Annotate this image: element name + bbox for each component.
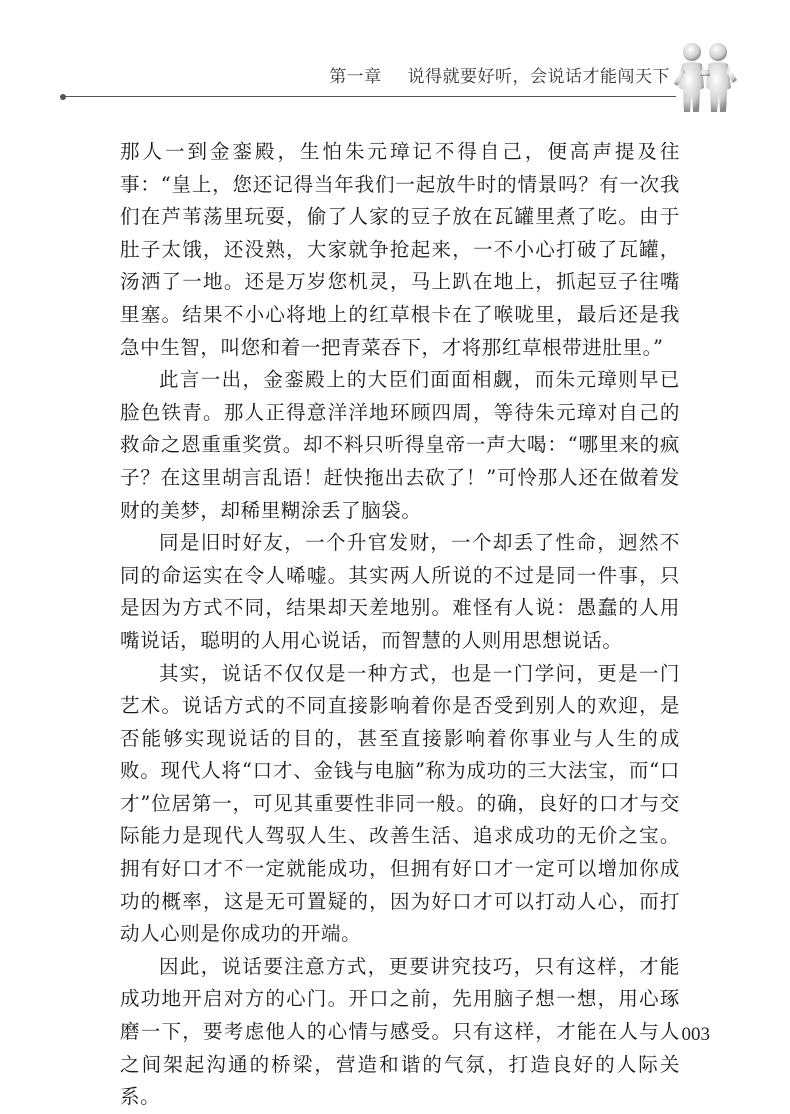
chapter-title: 说得就要好听，会说话才能闯天下	[407, 67, 670, 87]
paragraph-2: 此言一出，金銮殿上的大臣们面面相觑，而朱元璋则早已脸色铁青。那人正得意洋洋地环顾四周，等待朱元璋对自己的救命之恩重重奖赏。却不料只听得皇帝一声大喝：“哪里来的疯子？在这里胡言乱语！赶快拖出去砍了！”可怜那人还在做着发财的美梦，却稀里糊涂丢了脑袋。	[120, 368, 680, 522]
paragraph-5: 因此，说话要注意方式，更要讲究技巧，只有这样，才能成功地开启对方的心门。开口之前，先用脑子想一想，用心琢磨一下，要考虑他人的心情与感受。只有这样，才能在人与人之间架起沟通的桥梁，营造和谐的气氛，打造良好的人际关系。	[120, 954, 680, 1109]
paragraph-3: 同是旧时好友，一个升官发财，一个却丢了性命，迥然不同的命运实在令人唏嘘。其实两人所说的不过是同一件事，只是因为方式不同，结果却天差地别。难怪有人说：愚蠢的人用嘴说话，聪明的人用心说话，而智慧的人则用思想说话。	[120, 531, 680, 652]
chapter-label: 第一章	[329, 67, 382, 87]
page-number: 003	[681, 1024, 710, 1045]
header-rule	[60, 96, 676, 97]
running-header	[60, 62, 670, 87]
two-figures-shaking-hands-icon	[670, 40, 740, 114]
paragraph-4: 其实，说话不仅仅是一种方式，也是一门学问，更是一门艺术。说话方式的不同直接影响着你是否受到别人的欢迎，是否能够实现说话的目的，甚至直接影响着你事业与人生的成败。现代人将“口才、金钱与电脑”称为成功的三大法宝，而“口才”位居第一，可见其重要性非同一般。的确，良好的口才与交际能力是现代人驾驭人生、改善生活、追求成功的无价之宝。拥有好口才不一定就能成功，但拥有好口才一定可以增加你成功的概率，这是无可置疑的，因为好口才可以打动人心，而打动人心则是你成功的开端。	[120, 661, 680, 946]
body-text	[120, 136, 680, 1114]
paragraph-1: 那人一到金銮殿，生怕朱元璋记不得自己，便高声提及往事：“皇上，您还记得当年我们一起放牛时的情景吗？有一次我们在芦苇荡里玩耍，偷了人家的豆子放在瓦罐里煮了吃。由于肚子太饿，还没熟，大家就争抢起来，一不小心打破了瓦罐，汤洒了一地。还是万岁您机灵，马上趴在地上，抓起豆子往嘴里塞。结果不小心将地上的红草根卡在了喉咙里，最后还是我急中生智，叫您和着一把青菜吞下，才将那红草根带进肚里。”	[120, 140, 680, 359]
